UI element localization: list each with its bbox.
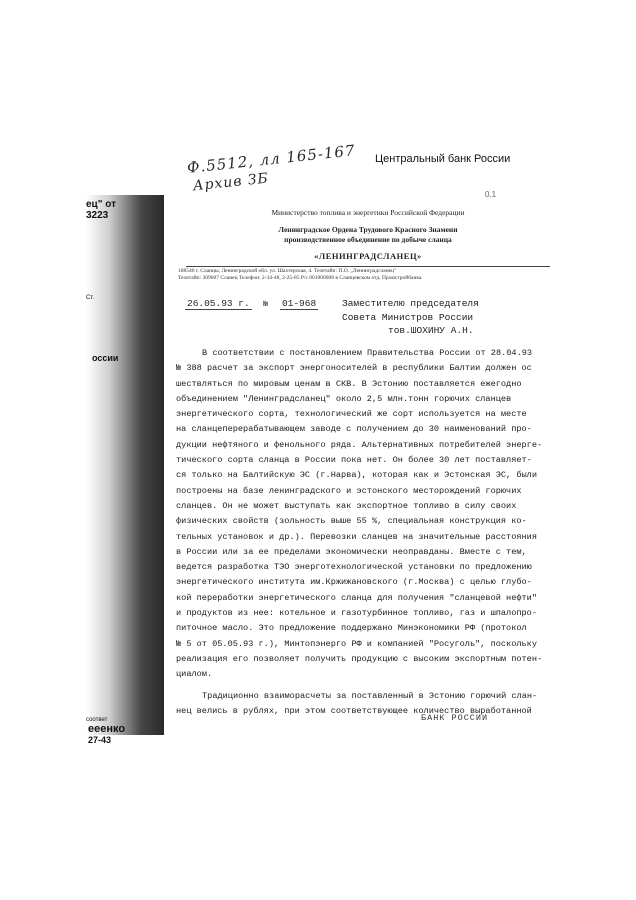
body-line: на сланцеперерабатывающем заводе с получением до 30 наименований про- bbox=[176, 424, 532, 435]
letterhead-address bbox=[178, 268, 558, 282]
letterhead bbox=[178, 208, 558, 267]
address-line: 188540 г. Сланцы, Ленинградской обл. ул. Шахтерская, 4. Телетайп: П.О. „Ленинградсланец" bbox=[178, 268, 397, 274]
margin-stub: ееенко bbox=[88, 723, 126, 735]
margin-stub: ец" от bbox=[86, 199, 116, 210]
bank-header: Центральный банк России bbox=[375, 153, 511, 165]
body-line: Традиционно взаиморасчеты за поставленный в Эстонию горючий слан- bbox=[202, 690, 538, 701]
body-line: тельных установок и др.). Перевозки сланцев на значительные расстояния bbox=[176, 531, 537, 542]
handwritten-archive-note bbox=[186, 141, 360, 203]
corner-mark: 0.1 bbox=[485, 190, 497, 199]
body-line: в России или за ее пределами экономически неоправданы. Вместе с тем, bbox=[176, 546, 527, 557]
letterhead-org-line: Ленинградское Ордена Трудового Красного Знамени bbox=[278, 225, 458, 234]
body-line: питочное масло. Это предложение поддержано Минэкономики РФ (протокол bbox=[176, 623, 527, 634]
body-line: кой переработки энергетического сланца для получения "сланцевой нефти" bbox=[176, 592, 537, 603]
addressee-block bbox=[342, 297, 479, 338]
scan-edge-shadow bbox=[86, 195, 164, 745]
addressee-line: тов.ШОХИНУ А.Н. bbox=[388, 325, 474, 336]
document-number: 01-968 bbox=[281, 298, 317, 309]
letterhead-divider bbox=[186, 266, 550, 267]
addressee-line: Заместителю председателя bbox=[342, 298, 479, 309]
body-line: энергетического института им.Кржижановского (г.Москва) с целью глубо- bbox=[176, 577, 532, 588]
body-line: шествляться по мировым ценам в СКВ. В Эстонию поставляется ежегодно bbox=[176, 378, 522, 389]
letter-body bbox=[176, 346, 548, 719]
document-date-number bbox=[185, 298, 318, 309]
body-line: построены на базе ленинградского и эстонского месторождений горючих bbox=[176, 485, 522, 496]
letterhead-ministry: Министерство топлива и энергетики Российской Федерации bbox=[271, 208, 465, 217]
letterhead-organization bbox=[178, 225, 558, 245]
body-line: тического сорта сланца в России пока нет. Он более 30 лет поставляет- bbox=[176, 455, 532, 466]
address-line: Телетайп: 309607 Сланец Телефон: 2-34-48, 2-25-85 Р/с 001000008 в Сланцевском отд. Промстройбанка bbox=[178, 275, 422, 281]
body-line: реализация его позволяет получить продукцию с высоким экспортным потен- bbox=[176, 653, 543, 664]
margin-stub: оссии bbox=[92, 353, 119, 363]
body-line: ся только на Балтийскую ЭС (г.Нарва), которая как и Эстонская ЭС, были bbox=[176, 470, 537, 481]
body-line: ведется разработка ТЭО энерготехнологической установки по предложению bbox=[176, 562, 532, 573]
body-line: нец велись в рублях, при этом соответствующее количество выработанной bbox=[176, 705, 532, 716]
body-line: № 388 расчет за экспорт энергоносителей в республики Балтии должен ос bbox=[176, 363, 532, 374]
body-line: и продуктов из нее: котельное и газотурбинное топливо, газ и шпалопро- bbox=[176, 608, 537, 619]
body-line: энергетического сорта, технологический же сорт используется на месте bbox=[176, 409, 527, 420]
body-line: № 5 от 05.05.93 г.), Минтопэнерго РФ и компанией "Росуголь", поскольку bbox=[176, 638, 537, 649]
bank-stamp: БАНК РОССИИ bbox=[421, 713, 489, 723]
letterhead-name: «ЛЕНИНГРАДСЛАНЕЦ» bbox=[314, 251, 422, 261]
document-date: 26.05.93 г. bbox=[187, 298, 250, 309]
handwritten-line: Ф.5512, лл 165-167 bbox=[186, 141, 357, 177]
letterhead-org-line: производственное объединение по добыче сланца bbox=[284, 235, 452, 244]
body-line: сланцев. Он не может выступать как экспортное топливо в силу своих bbox=[176, 500, 517, 511]
body-line: объединением "Ленинградсланец" около 2,5 млн.тонн горючих сланцев bbox=[176, 393, 512, 404]
margin-stub: 27-43 bbox=[88, 735, 112, 745]
number-label: № bbox=[263, 300, 269, 309]
body-line: физических свойств (зольность выше 55 %, специальная конструкция ко- bbox=[176, 516, 527, 527]
body-line: циалом. bbox=[176, 669, 213, 680]
addressee-line: Совета Министров России bbox=[342, 311, 474, 323]
margin-stub: Ст. bbox=[86, 295, 95, 301]
body-line: В соответствии с постановлением Правительства России от 28.04.93 bbox=[202, 348, 533, 358]
margin-stub: соответ bbox=[86, 717, 108, 723]
body-line: дукции нефтяного и фенольного ряда. Альтернативных потребителей энерге- bbox=[176, 439, 543, 450]
handwritten-line: Архив ЗБ bbox=[192, 170, 270, 195]
margin-stub: 3223 bbox=[86, 210, 109, 221]
